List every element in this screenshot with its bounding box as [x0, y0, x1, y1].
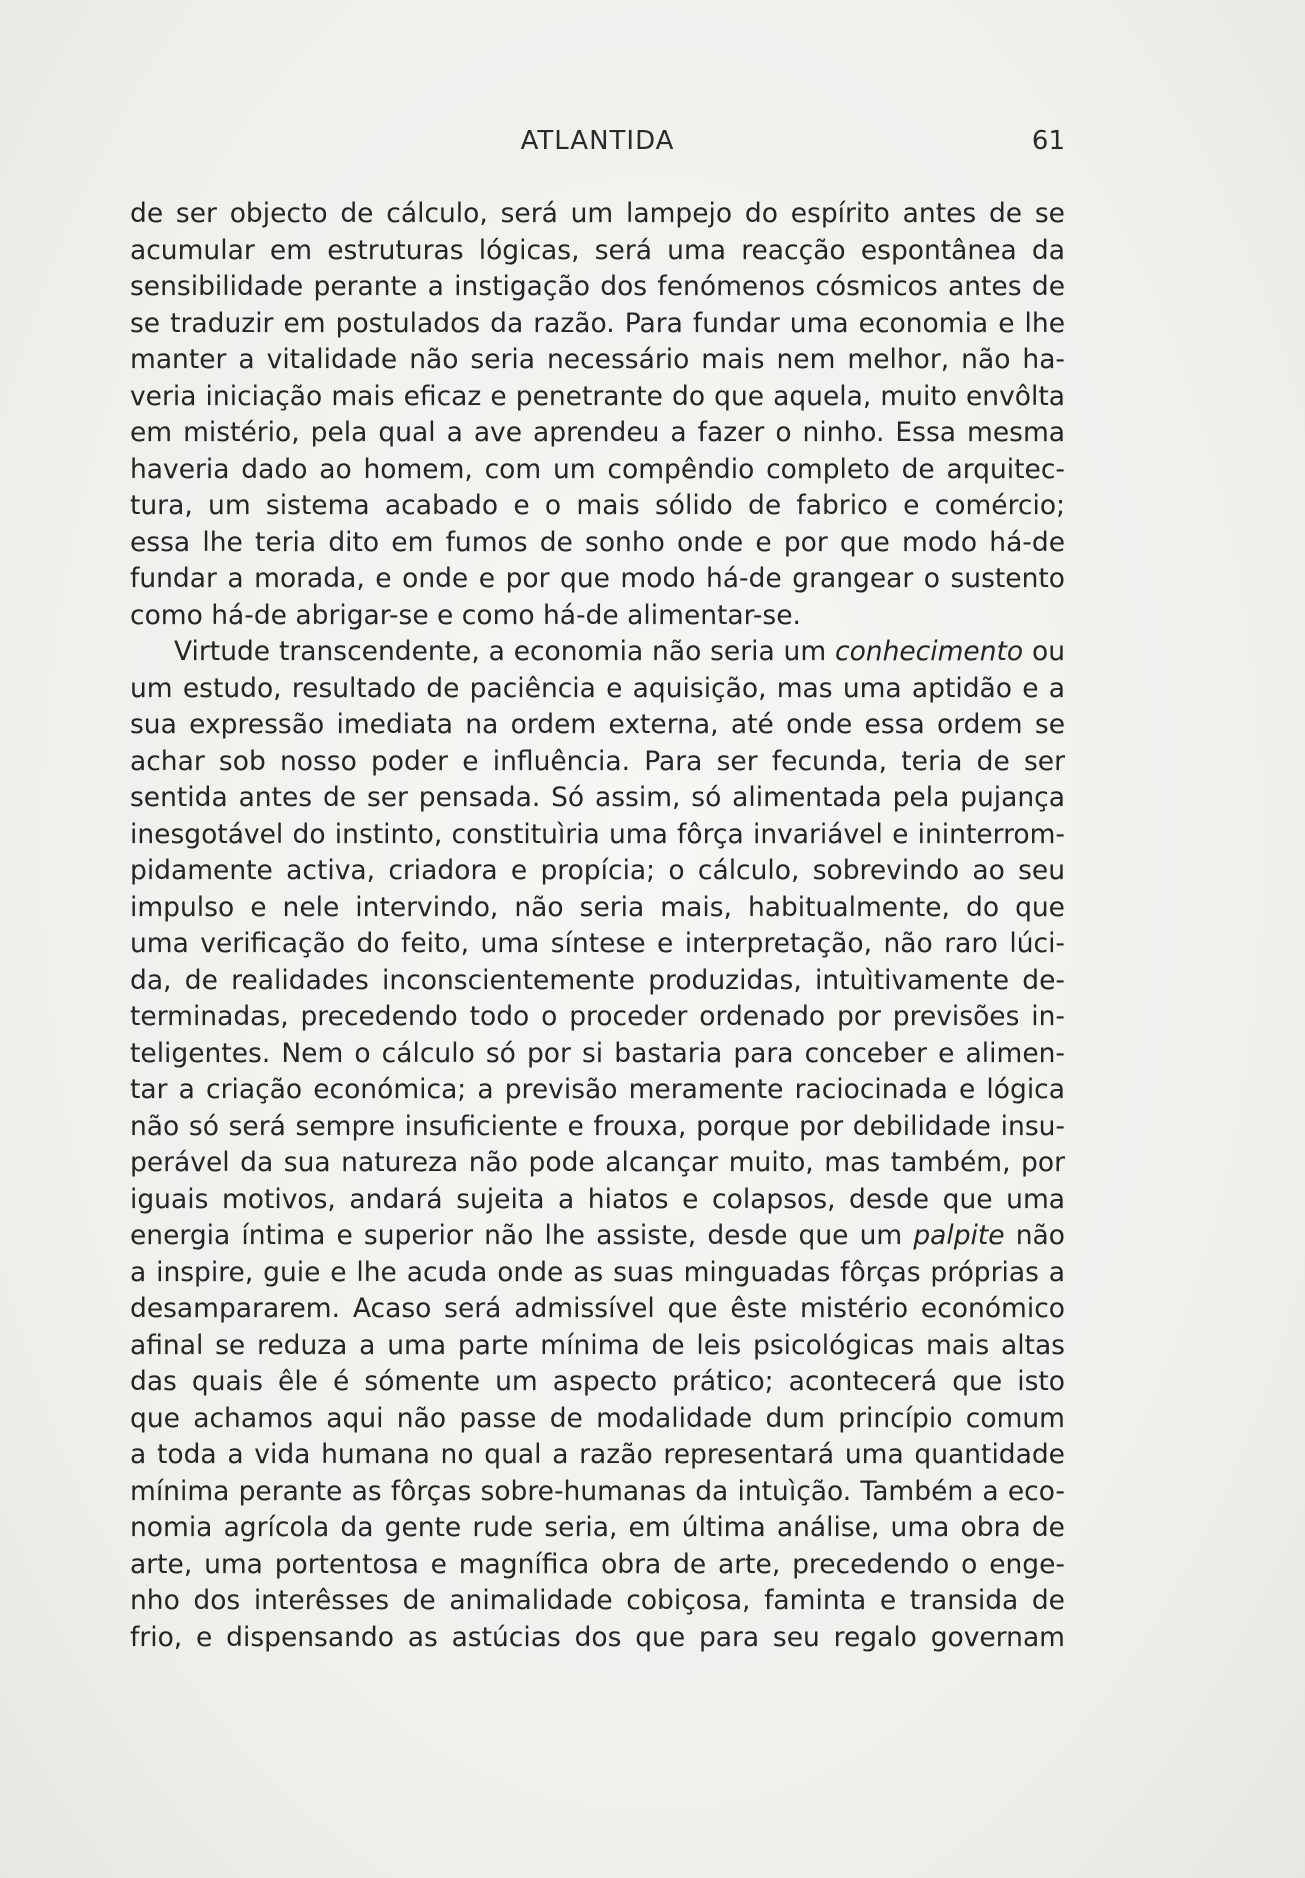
- text-line: de ser objecto de cálculo, será um lampejo do espírito antes de se: [130, 198, 1065, 229]
- text-line: afinal se reduza a uma parte mínima de leis psicológicas mais altas: [130, 1329, 1065, 1361]
- text-line: [130, 1218, 1065, 1255]
- text-line: das quais êle é sómente um aspecto prático; acontecerá que isto: [130, 1366, 1065, 1397]
- text-line: pidamente activa, criadora e propícia; o cálculo, sobrevindo ao seu: [130, 855, 1065, 886]
- text-line: [130, 634, 1065, 671]
- text-line: sensibilidade perante a instigação dos fenómenos cósmicos antes de: [130, 271, 1065, 302]
- text-line: veria iniciação mais eficaz e penetrante do que aquela, muito envôlta: [130, 380, 1065, 412]
- text-line: sentida antes de ser pensada. Só assim, só alimentada pela pujança: [130, 782, 1065, 813]
- text-line: um estudo, resultado de paciência e aquisição, mas uma aptidão e a: [130, 672, 1065, 704]
- text-line: se traduzir em postulados da razão. Para fundar uma economia e lhe: [130, 307, 1065, 339]
- text-line: que achamos aqui não passe de modalidade dum princípio comum: [130, 1402, 1065, 1434]
- text-line: nomia agrícola da gente rude seria, em última análise, uma obra de: [130, 1512, 1065, 1543]
- text-line: em mistério, pela qual a ave aprendeu a fazer o ninho. Essa mesma: [130, 417, 1065, 448]
- text-run: energia íntima e superior não lhe assiste, desde que um: [130, 1220, 914, 1251]
- page-header: [130, 126, 1065, 166]
- running-head: ATLANTIDA: [520, 126, 675, 156]
- text-line: acumular em estruturas lógicas, será uma reacção espontânea da: [130, 234, 1065, 266]
- italic-term: palpite: [913, 1220, 1005, 1251]
- text-line: mínima perante as fôrças sobre-humanas da intuìção. Também a eco-: [130, 1475, 1065, 1507]
- text-line: nho dos interêsses de animalidade cobiçosa, faminta e transida de: [130, 1585, 1065, 1616]
- text-line: teligentes. Nem o cálculo só por si bastaria para conceber e alimen-: [130, 1037, 1065, 1069]
- text-line: a toda a vida humana no qual a razão representará uma quantidade: [130, 1439, 1065, 1470]
- text-line: terminadas, precedendo todo o proceder ordenado por previsões in-: [130, 1001, 1065, 1032]
- text-run: Virtude transcendente, a economia não seria um: [174, 636, 835, 667]
- text-line: tar a criação económica; a previsão meramente raciocinada e lógica: [130, 1074, 1065, 1105]
- text-line: não só será sempre insuficiente e frouxa, porque por debilidade insu-: [130, 1110, 1065, 1142]
- text-line: perável da sua natureza não pode alcançar muito, mas também, por: [130, 1147, 1065, 1178]
- paragraph: [130, 196, 1065, 634]
- text-line: impulso e nele intervindo, não seria mais, habitualmente, do que: [130, 891, 1065, 923]
- text-line: como há-de abrigar-se e como há-de alimentar-se.: [130, 599, 801, 631]
- text-line: fundar a morada, e onde e por que modo há-de grangear o sustento: [130, 563, 1065, 594]
- italic-term: conhecimento: [835, 636, 1024, 667]
- page-number: 61: [1031, 126, 1065, 156]
- text-line: tura, um sistema acabado e o mais sólido de fabrico e comércio;: [130, 490, 1065, 521]
- text-line: uma verificação do feito, uma síntese e interpretação, não raro lúci-: [130, 928, 1065, 959]
- text-line: desampararem. Acaso será admissível que êste mistério económico: [130, 1293, 1065, 1324]
- text-line: haveria dado ao homem, com um compêndio completo de arquitec-: [130, 453, 1065, 485]
- text-run: não: [1004, 1220, 1065, 1251]
- text-line: sua expressão imediata na ordem externa, até onde essa ordem se: [130, 709, 1065, 740]
- text-line: a inspire, guie e lhe acuda onde as suas minguadas fôrças próprias a: [130, 1256, 1065, 1288]
- text-line: frio, e dispensando as astúcias dos que para seu regalo governam: [130, 1621, 1065, 1653]
- body-text: [130, 196, 1065, 1656]
- text-line: essa lhe teria dito em fumos de sonho onde e por que modo há-de: [130, 526, 1065, 558]
- text-line: iguais motivos, andará sujeita a hiatos e colapsos, desde que uma: [130, 1183, 1065, 1215]
- text-line: arte, uma portentosa e magnífica obra de arte, precedendo o enge-: [130, 1548, 1065, 1580]
- paragraph: [130, 634, 1065, 1656]
- text-line: inesgotável do instinto, constituìria uma fôrça invariável e ininterrom-: [130, 818, 1065, 850]
- text-line: achar sob nosso poder e influência. Para ser fecunda, teria de ser: [130, 745, 1065, 777]
- text-line: manter a vitalidade não seria necessário mais nem melhor, não ha-: [130, 344, 1065, 375]
- text-line: da, de realidades inconscientemente produzidas, intuìtivamente de-: [130, 964, 1065, 996]
- text-run: ou: [1023, 636, 1065, 667]
